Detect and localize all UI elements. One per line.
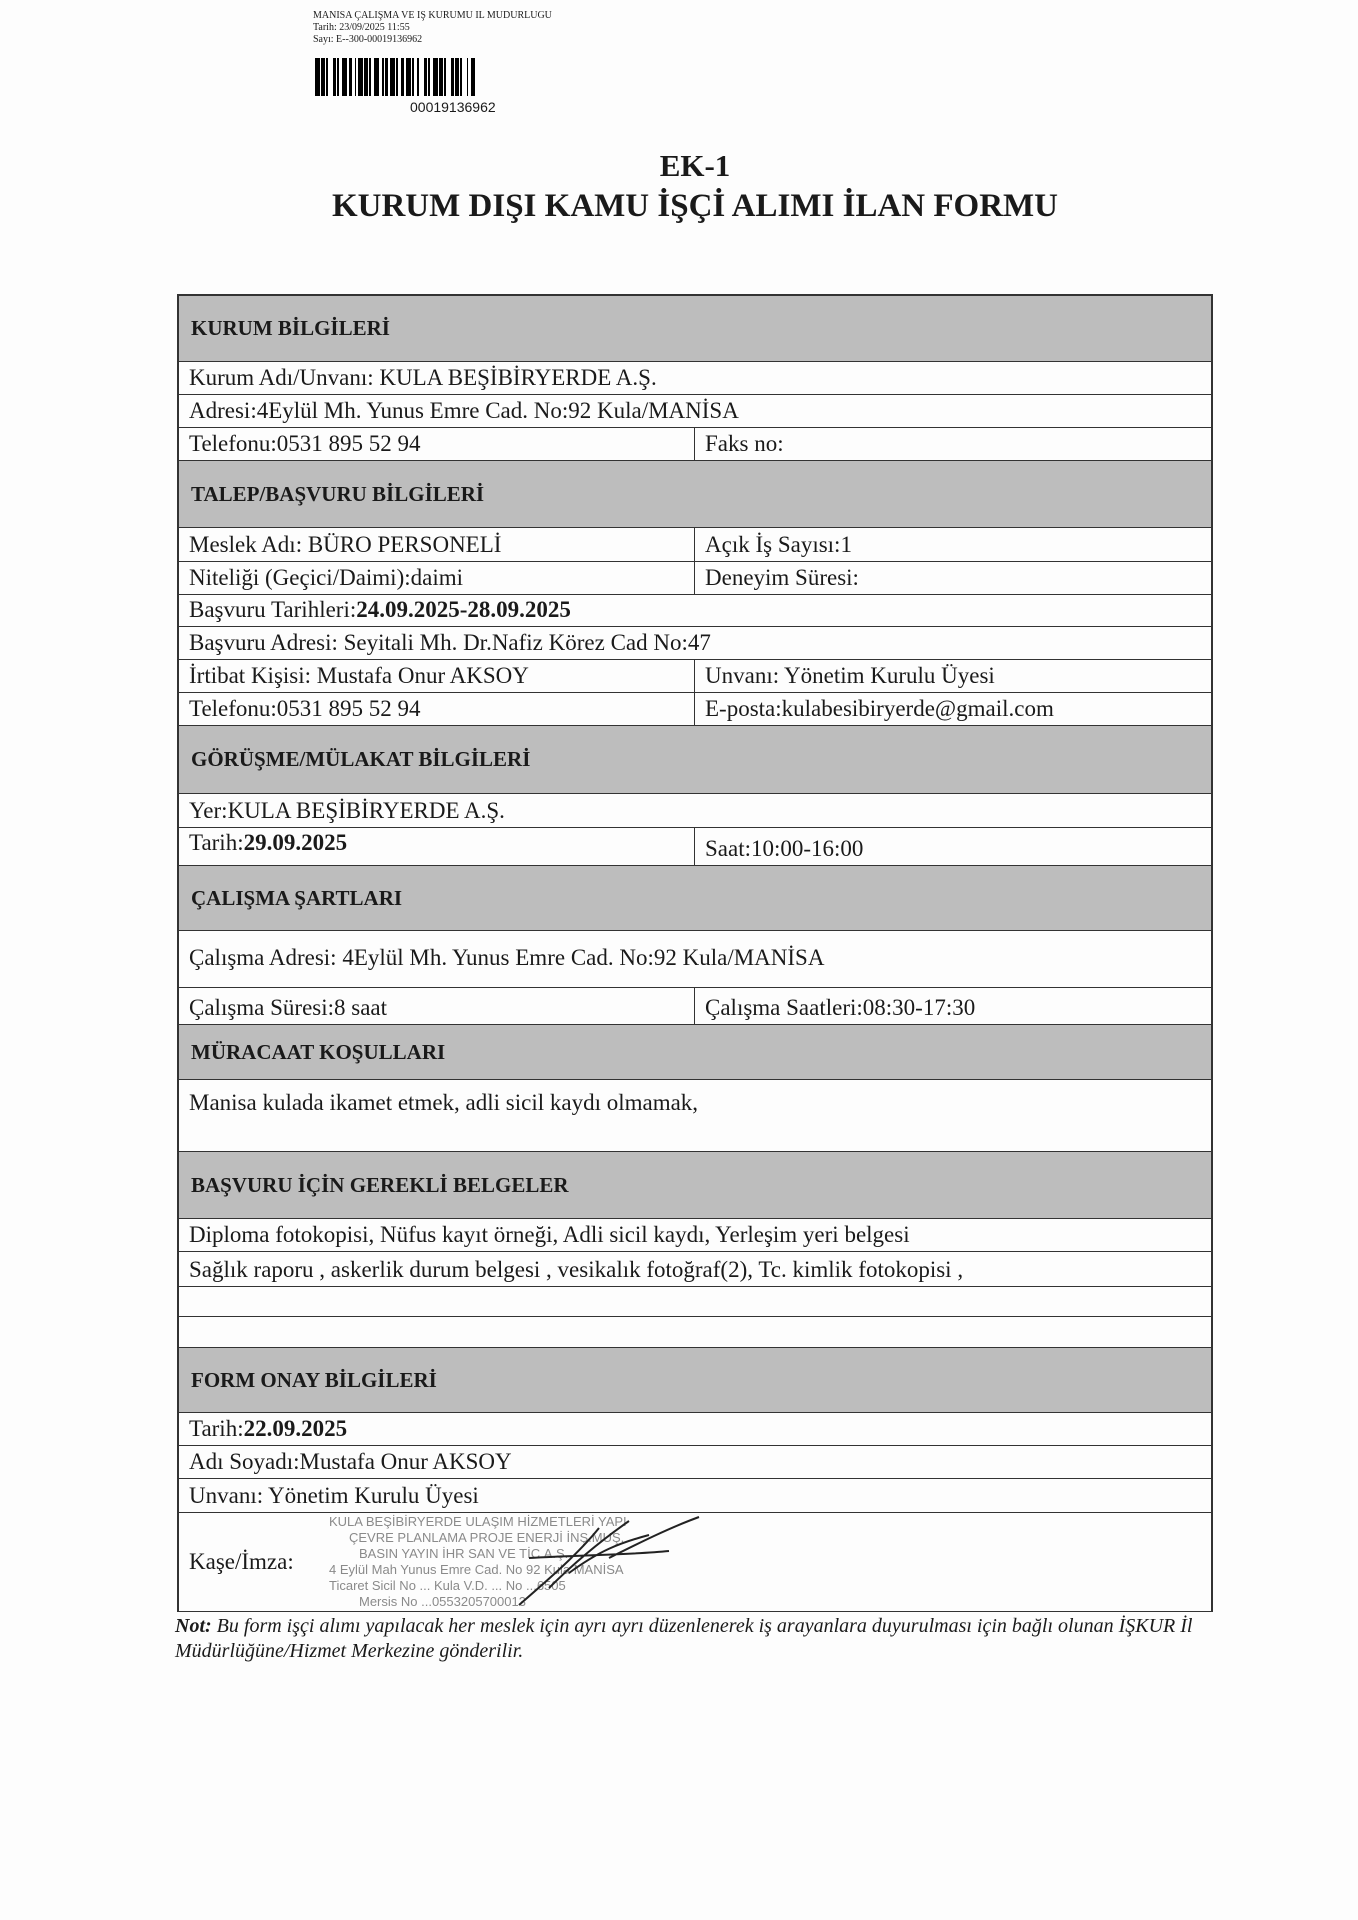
barcode-number: 00019136962 (410, 99, 496, 115)
signature-label: Kaşe/İmza: (189, 1549, 294, 1574)
row-application-address: Başvuru Adresi: Seyitali Mh. Dr.Nafiz Körez Cad No:47 (179, 627, 1211, 660)
row-conditions: Manisa kulada ikamet etmek, adli sicil kaydı olmamak, (179, 1080, 1211, 1152)
barcode-bar (475, 58, 477, 96)
section-header-calisma: ÇALIŞMA ŞARTLARI (179, 866, 1211, 931)
row-contact-phone: Telefonu:0531 895 52 94 E-posta:kulabesibiryerde@gmail.com (179, 693, 1211, 726)
registry-date: Tarih: 23/09/2025 11:55 (313, 22, 410, 33)
form-table (177, 294, 1213, 1612)
company-stamp: KULA BEŞİBİRYERDE ULAŞIM HİZMETLERİ YAPI ÇEVRE PLANLAMA PROJE ENERJİ İNŞ.MUŞ. BASIN YAYIN İHR SAN VE TİC.A.Ş. 4 Eylül Mah Yunus Emre Cad. No 92 Kula MANİSA Ticaret Sicil No ... Kula V.D. ... No ...6505 Mersis No ...0553205700013 (329, 1514, 627, 1609)
form-code: EK-1 (659, 148, 731, 183)
row-approval-name: Adı Soyadı:Mustafa Onur AKSOY (179, 1446, 1211, 1479)
section-header-belgeler: BAŞVURU İÇİN GEREKLİ BELGELER (179, 1152, 1211, 1219)
registry-office: MANISA ÇALIŞMA VE IŞ KURUMU IL MUDURLUGU (313, 10, 552, 21)
section-header-onay: FORM ONAY BİLGİLERİ (179, 1348, 1211, 1413)
row-profession: Meslek Adı: BÜRO PERSONELİ Açık İş Sayısı:1 (179, 528, 1211, 562)
row-approval-date: Tarih: 22.09.2025 (179, 1413, 1211, 1446)
row-documents-1: Diploma fotokopisi, Nüfus kayıt örneği, Adli sicil kaydı, Yerleşim yeri belgesi (179, 1219, 1211, 1252)
form-title: KURUM DIŞI KAMU İŞÇİ ALIMI İLAN FORMU (331, 188, 1059, 224)
section-header-kurum: KURUM BİLGİLERİ (179, 296, 1211, 362)
row-empty-2 (179, 1317, 1211, 1348)
row-approval-title: Unvanı: Yönetim Kurulu Üyesi (179, 1479, 1211, 1513)
row-interview-place: Yer:KULA BEŞİBİRYERDE A.Ş. (179, 794, 1211, 828)
row-work-address: Çalışma Adresi: 4Eylül Mh. Yunus Emre Cad. No:92 Kula/MANİSA (179, 931, 1211, 988)
row-nature: Niteliği (Geçici/Daimi):daimi Deneyim Süresi: (179, 562, 1211, 595)
registry-stamp (313, 10, 552, 46)
row-application-dates: Başvuru Tarihleri: 24.09.2025-28.09.2025 (179, 595, 1211, 627)
row-documents-2: Sağlık raporu , askerlik durum belgesi , vesikalık fotoğraf(2), Tc. kimlik fotokopisi , (179, 1252, 1211, 1287)
registry-number: Sayı: E--300-00019136962 (313, 34, 423, 45)
row-contact: İrtibat Kişisi: Mustafa Onur AKSOY Unvanı: Yönetim Kurulu Üyesi (179, 660, 1211, 693)
row-kurum-phone: Telefonu:0531 895 52 94 Faks no: (179, 428, 1211, 461)
row-interview-date: Tarih: 29.09.2025 Saat:10:00-16:00 (179, 828, 1211, 866)
row-work-duration: Çalışma Süresi:8 saat Çalışma Saatleri:08:30-17:30 (179, 988, 1211, 1025)
row-kurum-address: Adresi:4Eylül Mh. Yunus Emre Cad. No:92 Kula/MANİSA (179, 395, 1211, 428)
row-kurum-name: Kurum Adı/Unvanı: KULA BEŞİBİRYERDE A.Ş. (179, 362, 1211, 395)
row-signature (179, 1513, 1211, 1612)
section-header-muracaat: MÜRACAAT KOŞULLARI (179, 1025, 1211, 1080)
row-empty-1 (179, 1287, 1211, 1317)
barcode (315, 58, 597, 96)
section-header-gorusme: GÖRÜŞME/MÜLAKAT BİLGİLERİ (179, 726, 1211, 794)
section-header-talep: TALEP/BAŞVURU BİLGİLERİ (179, 461, 1211, 528)
footer-note: Not: Bu form işçi alımı yapılacak her meslek için ayrı ayrı düzenlenerek iş arayanlara duyurulması için bağlı olunan İŞKUR İl Müdürlüğüne/Hizmet Merkezine gönderilir. (175, 1615, 1193, 1662)
signature-mark (509, 1513, 709, 1609)
